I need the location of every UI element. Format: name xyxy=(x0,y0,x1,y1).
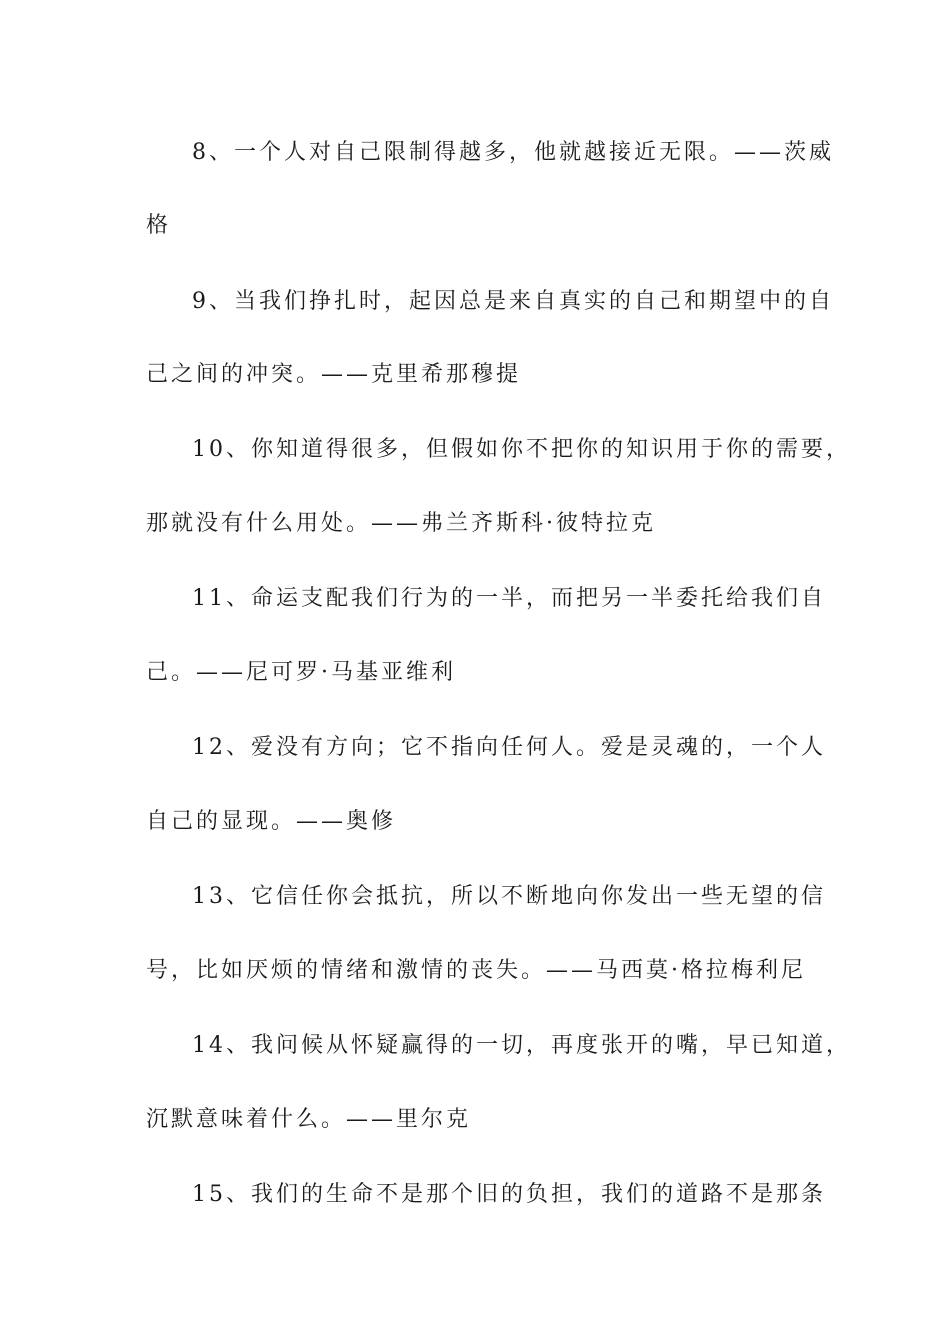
line-text: 14、我问候从怀疑赢得的一切，再度张开的嘴，早已知道， xyxy=(192,1033,851,1058)
line-text: 己之间的冲突。——克里希那穆提 xyxy=(146,362,522,387)
quote-8-line-2 xyxy=(0,206,950,246)
quote-10-line-1 xyxy=(0,430,950,470)
quote-11-line-1 xyxy=(0,579,950,619)
quote-12-line-1 xyxy=(0,728,950,768)
line-text: 8、一个人对自己限制得越多，他就越接近无限。——茨威 xyxy=(192,140,834,165)
quote-14-line-1 xyxy=(0,1026,950,1066)
line-text: 沉默意味着什么。——里尔克 xyxy=(146,1107,472,1132)
line-text: 己。——尼可罗·马基亚维利 xyxy=(146,660,456,685)
line-text: 那就没有什么用处。——弗兰齐斯科·彼特拉克 xyxy=(146,511,656,536)
line-text: 12、爱没有方向；它不指向任何人。爱是灵魂的，一个人 xyxy=(192,735,826,760)
line-text: 号，比如厌烦的情绪和激情的丧失。——马西莫·格拉梅利尼 xyxy=(146,958,806,983)
quote-10-line-2 xyxy=(0,504,950,544)
quote-15-line-1 xyxy=(0,1175,950,1215)
quote-8-line-1 xyxy=(0,133,950,173)
quote-9-line-1 xyxy=(0,282,950,322)
line-text: 9、当我们挣扎时，起因总是来自真实的自己和期望中的自 xyxy=(192,289,834,314)
line-text: 11、命运支配我们行为的一半，而把另一半委托给我们自 xyxy=(192,586,826,611)
quote-11-line-2 xyxy=(0,653,950,693)
line-text: 自己的显现。——奥修 xyxy=(146,809,397,834)
quote-13-line-1 xyxy=(0,877,950,917)
quote-12-line-2 xyxy=(0,802,950,842)
line-text: 格 xyxy=(146,213,172,238)
line-text: 10、你知道得很多，但假如你不把你的知识用于你的需要， xyxy=(192,437,851,462)
line-text: 13、它信任你会抵抗，所以不断地向你发出一些无望的信 xyxy=(192,884,826,909)
quote-13-line-2 xyxy=(0,951,950,991)
quote-14-line-2 xyxy=(0,1100,950,1140)
line-text: 15、我们的生命不是那个旧的负担，我们的道路不是那条 xyxy=(192,1182,826,1207)
quote-9-line-2 xyxy=(0,355,950,395)
